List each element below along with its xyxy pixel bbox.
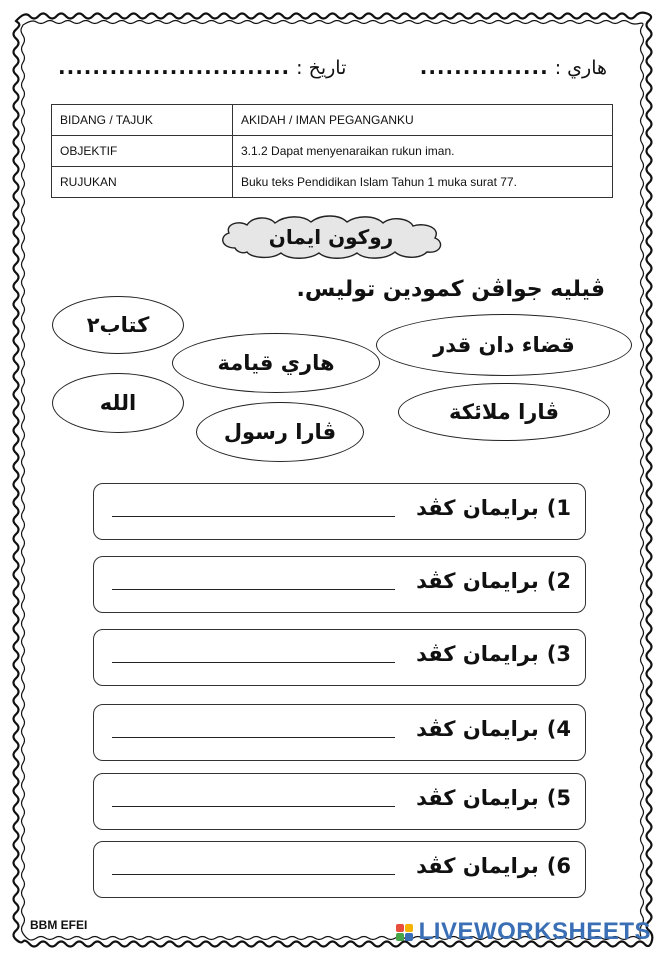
answer-text: برايمان كڤد <box>416 786 539 810</box>
info-value: 3.1.2 Dapat menyenaraikan rukun iman. <box>233 136 613 167</box>
brand-name: LIVEWORKSHEETS <box>418 918 651 945</box>
title-cloud <box>215 212 447 262</box>
answer-box-1 <box>93 483 586 540</box>
option-malaikat[interactable]: ڤارا ملائكة <box>398 383 610 441</box>
answer-input-line[interactable] <box>112 737 395 738</box>
info-key: RUJUKAN <box>52 167 233 198</box>
option-allah[interactable]: الله <box>52 373 184 433</box>
info-key: OBJEKTIF <box>52 136 233 167</box>
liveworksheets-icon <box>396 924 413 941</box>
tarikh-label: تاريخ : <box>296 57 347 79</box>
credit-text: BBM EFEI <box>30 918 88 932</box>
answer-number: 4) <box>546 717 571 741</box>
answer-number: 1) <box>546 496 571 520</box>
table-row <box>52 105 613 136</box>
info-value: Buku teks Pendidikan Islam Tahun 1 muka surat 77. <box>233 167 613 198</box>
tarikh-field <box>58 55 346 79</box>
answer-input-line[interactable] <box>112 589 395 590</box>
answer-input-line[interactable] <box>112 806 395 807</box>
option-rasul[interactable]: ڤارا رسول <box>196 402 364 462</box>
option-hari-qiamah[interactable]: هاري قيامة <box>172 333 380 393</box>
answer-box-2 <box>93 556 586 613</box>
answer-box-3 <box>93 629 586 686</box>
answer-box-5 <box>93 773 586 830</box>
answer-text: برايمان كڤد <box>416 854 539 878</box>
answer-number: 2) <box>546 569 571 593</box>
answer-text: برايمان كڤد <box>416 569 539 593</box>
hari-field <box>420 55 607 79</box>
answer-text: برايمان كڤد <box>416 496 539 520</box>
answer-text: برايمان كڤد <box>416 717 539 741</box>
answer-prompt <box>416 786 571 810</box>
answer-text: برايمان كڤد <box>416 642 539 666</box>
instruction-text: ڤيليه جواڤن كمودين توليس. <box>296 277 605 302</box>
answer-input-line[interactable] <box>112 516 395 517</box>
answer-box-6 <box>93 841 586 898</box>
option-qada-qadar[interactable]: قضاء دان قدر <box>376 314 632 376</box>
hari-label: هاري : <box>554 57 607 79</box>
brand-logo[interactable] <box>396 918 651 946</box>
answer-number: 6) <box>546 854 571 878</box>
page-title: روكون ايمان <box>268 225 394 249</box>
hari-dots: ............... <box>419 55 549 79</box>
answer-prompt <box>416 642 571 666</box>
answer-number: 5) <box>546 786 571 810</box>
tarikh-dots: ........................... <box>58 55 291 79</box>
answer-prompt <box>416 569 571 593</box>
answer-number: 3) <box>546 642 571 666</box>
header-row <box>50 55 615 89</box>
answer-box-4 <box>93 704 586 761</box>
info-table <box>51 104 613 198</box>
table-row <box>52 136 613 167</box>
table-row <box>52 167 613 198</box>
answer-input-line[interactable] <box>112 874 395 875</box>
option-kitab[interactable]: كتاب٢ <box>52 296 184 354</box>
answer-prompt <box>416 717 571 741</box>
info-key: BIDANG / TAJUK <box>52 105 233 136</box>
answer-prompt <box>416 496 571 520</box>
info-value: AKIDAH / IMAN PEGANGANKU <box>233 105 613 136</box>
answer-input-line[interactable] <box>112 662 395 663</box>
answer-prompt <box>416 854 571 878</box>
